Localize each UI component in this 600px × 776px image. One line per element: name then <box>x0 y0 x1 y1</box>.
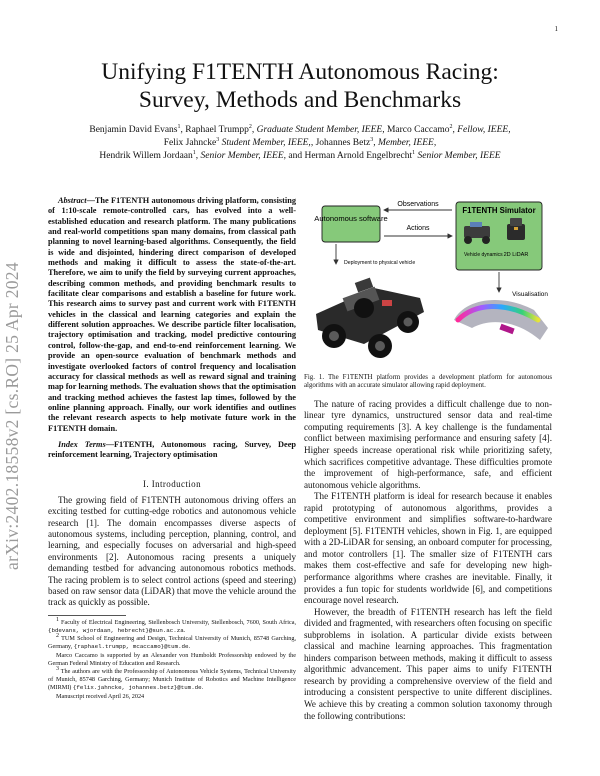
separator: , <box>373 138 378 148</box>
separator: , <box>310 138 316 148</box>
f1tenth-platform-diagram <box>304 196 552 368</box>
author-role: Senior Member, IEEE, <box>200 151 286 161</box>
section-heading-introduction: I. Introduction <box>143 478 201 489</box>
paper-title <box>60 58 540 114</box>
manuscript-received: Manuscript received April 26, 2024 <box>56 692 145 700</box>
observations-label: Observations <box>397 201 439 208</box>
track-visualisation <box>454 300 548 340</box>
separator: and <box>286 151 305 161</box>
author-role: Member, IEEE, <box>377 138 437 148</box>
author-line-2 <box>48 137 552 150</box>
affiliation-mark: 1 <box>192 149 196 156</box>
right-paragraph-1: The nature of racing provides a difficult challenge due to non-linear tyre dynamics, unstructured sensor data and real-time computing requirements [3]. A key challenge is the fundamental conflict between maximising performance and ensuring safety [4]. Higher speeds increase operational risk while prioritizing safety, which sacrifices competitive advantage. These difficulties promote the improvement of high-performance, safe, and efficient autonomous vehicle algorithms. <box>304 398 552 490</box>
index-terms-text: —F1TENTH, Autonomous racing, Survey, Deep reinforcement learning, Trajectory optimisation <box>48 439 297 460</box>
abstract <box>48 196 296 434</box>
lidar-label: 2D LiDAR <box>503 252 529 258</box>
author-list <box>48 124 552 163</box>
left-column <box>48 196 296 701</box>
author-name: Marco Caccamo <box>386 125 450 135</box>
actions-label: Actions <box>406 225 430 232</box>
footnote-email[interactable]: {bdevans, wjordaan, hebrecht}@sun.ac.za <box>48 626 184 634</box>
autonomous-software-label <box>314 214 387 223</box>
visualisation-label: Visualisation <box>512 291 548 298</box>
footnote-divider <box>48 615 126 616</box>
affiliation-mark: 1 <box>412 149 416 156</box>
separator: , <box>195 151 201 161</box>
footnote-end: . <box>183 626 186 634</box>
footnote-text: Faculty of Electrical Engineering, Stellenbosch University, Stellenbosch, 7600, South Africa, <box>59 618 296 626</box>
autonomous-software-text: Autonomous software <box>314 214 388 223</box>
footnote-email[interactable]: {raphael.trumpp, mcaccamo}@tum.de <box>73 643 189 651</box>
footnote-3 <box>48 665 296 693</box>
footnote-text: The authors are with the Professorship of Autonomous Vehicle Systems, Technical University of Munich, 85748 Garching, Germany; Munich Institute of Robotics and Machine Intelligence (MIRMI) <box>48 668 296 692</box>
footnote-text: TUM School of Engineering and Design, Technical University of Munich, 85748 Garching, Germany, <box>48 635 296 651</box>
footnote-2-funding: Marco Caccamo is supported by an Alexander von Humboldt Professorship endowed by the German Federal Ministry of Education and Research. <box>48 651 296 667</box>
physical-vehicle <box>316 278 424 358</box>
page-number: 1 <box>554 25 558 33</box>
abstract-label: Abstract <box>58 196 87 205</box>
title-line-1: Unifying F1TENTH Autonomous Racing: <box>101 59 499 85</box>
separator: , <box>452 125 458 135</box>
affiliation-mark: 2 <box>248 123 252 130</box>
author-role: Fellow, IEEE, <box>457 125 511 135</box>
author-line-1 <box>48 124 552 137</box>
intro-paragraph: The growing field of F1TENTH autonomous driving offers an exciting testbed for cutting-edge robotics and autonomous vehicle research [1]. The domain encompasses diverse aspects of autonomous systems, including perception, planning, control, and learning, and especially focuses on adversarial and high-speed environments [2]. Autonomous racing presents a uniquely demanding testbed for advancing autonomous robotics methods. The racing problem is to select control actions (speed and steering) based on raw sensor data (LiDAR) that move the vehicle around the track as quickly as possible. <box>48 494 296 608</box>
index-terms <box>48 440 296 461</box>
footnote-mark: 3 <box>56 665 59 672</box>
footnote-mark: 1 <box>56 616 59 623</box>
footnote-end: . <box>201 684 204 692</box>
index-terms-label: Index Terms <box>58 439 106 449</box>
deployment-text: Deployment to physical vehicle <box>344 260 416 266</box>
author-name: Benjamin David Evans <box>89 125 178 135</box>
deployment-label <box>344 260 415 266</box>
title-line-2: Survey, Methods and Benchmarks <box>138 87 462 113</box>
footnote-email[interactable]: {felix.jahncke, johannes.betz}@tum.de <box>72 684 202 692</box>
footnote-2 <box>48 635 296 651</box>
right-paragraph-3: However, the breadth of F1TENTH research has left the field divided and fragmented, with researchers often focusing on specific subproblems in isolation. A particular divide exists between classical and machine learning approaches. This fragmentation hinders comparison between methods, making it difficult to assess algorithmic advancement. This paper aims to unify F1TENTH research by providing a comprehensive overview of the field and introducing a consistent perspective to unite different disciplines. We achieve this by creating a common solution taxonomy through the following contributions: <box>304 606 552 721</box>
affiliation-mark: 2 <box>449 123 453 130</box>
right-column <box>304 196 552 722</box>
simulator-title: F1TENTH Simulator <box>462 206 536 215</box>
author-name: Johannes Betz <box>315 138 371 148</box>
separator: , <box>180 125 186 135</box>
footnote-1 <box>48 616 296 635</box>
affiliation-mark: 3 <box>370 136 374 143</box>
author-name: Raphael Trumpp <box>185 125 249 135</box>
author-role: Senior Member, IEEE <box>417 151 501 161</box>
figure-1 <box>304 196 552 368</box>
autonomous-software-box <box>322 206 380 242</box>
footnote-end: . <box>188 643 191 651</box>
author-name: Felix Jahncke <box>163 138 217 148</box>
vehicle-dynamics-label: Vehicle dynamics <box>464 252 503 258</box>
arxiv-identifier[interactable]: arXiv:2402.18558v2 [cs.RO] 25 Apr 2024 <box>2 262 22 570</box>
author-line-3 <box>48 150 552 163</box>
affiliation-mark: 3 <box>216 136 220 143</box>
right-paragraph-2: The F1TENTH platform is ideal for research because it enables rapid prototyping of autonomous algorithms, provides a competitive environment and simplifies software-to-hardware deployment [5]. F1TENTH vehicles, shown in Fig. 1, are equipped with a 2D-LiDAR for sensing, an onboard computer for processing, and motor controllers [1]. The smaller size of F1TENTH cars makes them cost-effective and safe for developing new high-performance algorithms where crashes are inevitable. Finally, it provides a fun topic for students worldwide [6], and competitions encourage novel research. <box>304 491 552 606</box>
separator: , <box>251 125 257 135</box>
footnote-mark: 2 <box>56 633 59 640</box>
figure-caption: Fig. 1. The F1TENTH platform provides a development platform for autonomous algorithms with an accurate simulator allowing rapid deployment. <box>304 374 552 390</box>
author-name: Hendrik Willem Jordaan <box>99 151 193 161</box>
abstract-text: —The F1TENTH autonomous driving platform, consisting of 1:10-scale remote-controlled cars, has evolved into a well-established education and research platform. The many publications and real-world competitions span many domains, from classical path planning to novel learning-based algorithms. Consequently, the field is wide and disjointed, hindering direct comparison of developed methods and making it difficult to assess the state-of-the-art. Therefore, we aim to unify the field by surveying current approaches, describing common methods, and providing benchmark results to facilitate clear comparisons and establish a baseline for future work. This research aims to survey past and current work with F1TENTH vehicles in the classical and learning categories and explain the different solution approaches. We describe particle filter localisation, trajectory optimisation and tracking, model predictive contouring control, follow-the-gap, and end-to-end reinforcement learning. We provide an open-source evaluation of benchmark methods and investigate overlooked factors of control frequency and localisation accuracy for classical methods as well as reward signal and training map for learning methods. The evaluation shows that the optimisation and tracking method achieves the fastest lap times, followed by the online planning approach. Finally, our work identifies and outlines the relevant research aspects to help motivate future work in the F1TENTH domain. <box>48 196 296 433</box>
author-name: Herman Arnold Engelbrecht <box>304 151 413 161</box>
author-role: Student Member, IEEE, <box>221 138 311 148</box>
author-role: Graduate Student Member, IEEE, <box>256 125 385 135</box>
affiliation-mark: 1 <box>177 123 181 130</box>
